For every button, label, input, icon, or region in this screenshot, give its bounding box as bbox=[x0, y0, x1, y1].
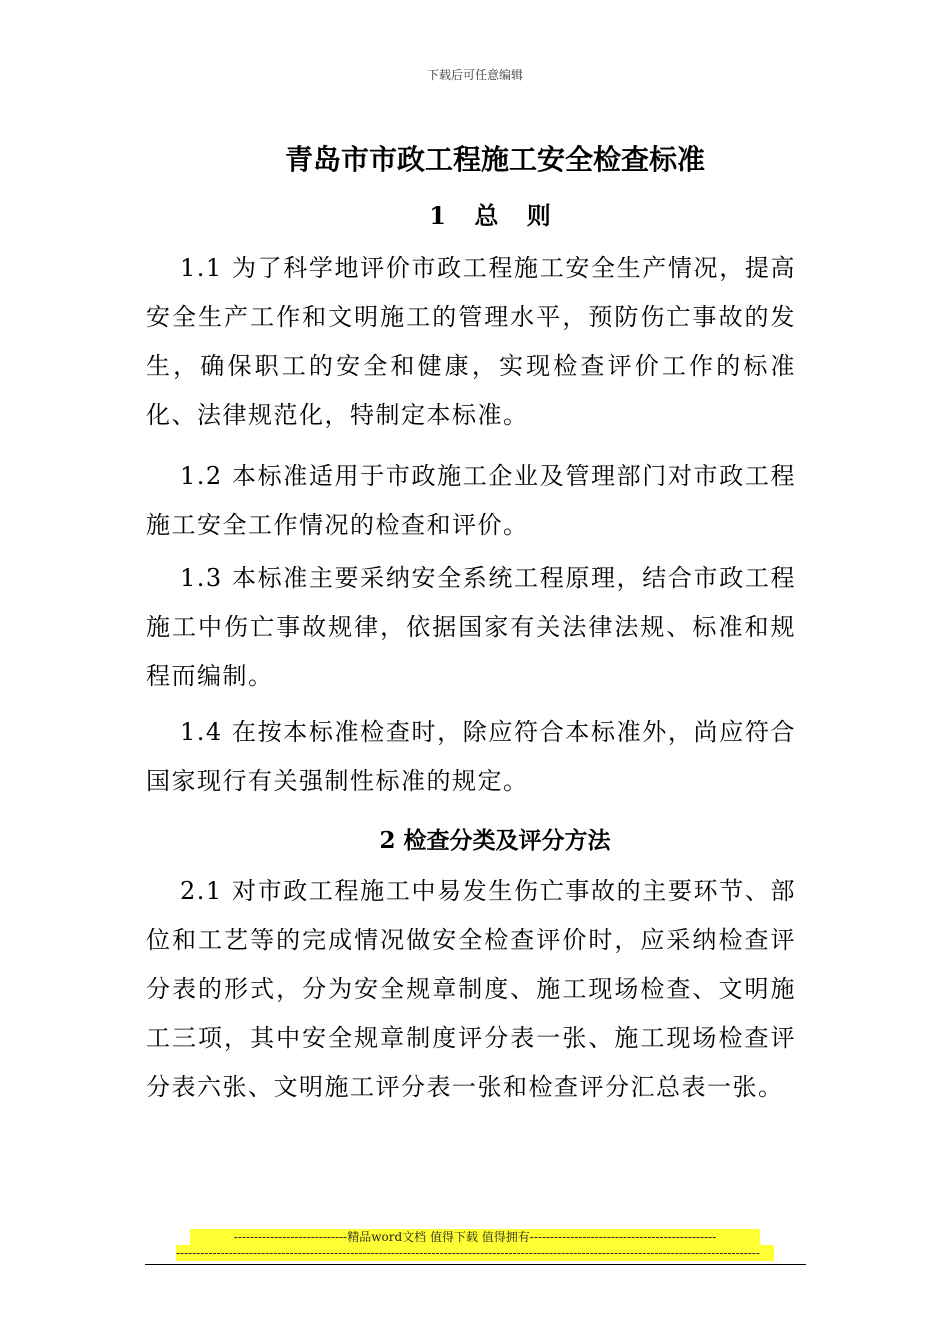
paragraph-2-1: 2.1 对市政工程施工中易发生伤亡事故的主要环节、部位和工艺等的完成情况做安全检查评价时，应采纳检查评分表的形式，分为安全规章制度、施工现场检查、文明施工三项，其中安全规章制度评分表一张、施工现场检查评分表六张、文明施工评分表一张和检查评分汇总表一张。 bbox=[146, 877, 796, 1101]
paragraph-1-1: 1.1 为了科学地评价市政工程施工安全生产情况，提高安全生产工作和文明施工的管理水平，预防伤亡事故的发生，确保职工的安全和健康，实现检查评价工作的标准化、法律规范化，特制定本标准。 bbox=[146, 254, 796, 429]
section-2-heading: 2 检查分类及评分方法 bbox=[379, 827, 611, 854]
footer-divider bbox=[145, 1264, 806, 1265]
document-title: 青岛市市政工程施工安全检查标准 bbox=[284, 143, 705, 176]
paragraph-1-2: 1.2 本标准适用于市政施工企业及管理部门对市政工程施工安全工作情况的检查和评价。 bbox=[146, 462, 796, 539]
page-header-note: 下载后可任意编辑 bbox=[426, 68, 523, 82]
paragraph-1-3: 1.3 本标准主要采纳安全系统工程原理，结合市政工程施工中伤亡事故规律，依据国家有关法律法规、标准和规程而编制。 bbox=[146, 564, 796, 690]
footer-highlight-line-2: ------------------------------------------------------------------------------------------------------------------------------------------------ bbox=[176, 1245, 774, 1261]
footer-highlight-line-1: ----------------------------精品word文档 值得下载 值得拥有---------------------------------------------- bbox=[190, 1229, 760, 1245]
paragraph-1-4: 1.4 在按本标准检查时，除应符合本标准外，尚应符合国家现行有关强制性标准的规定。 bbox=[146, 718, 796, 795]
section-1-heading: 1 总 则 bbox=[429, 201, 561, 230]
